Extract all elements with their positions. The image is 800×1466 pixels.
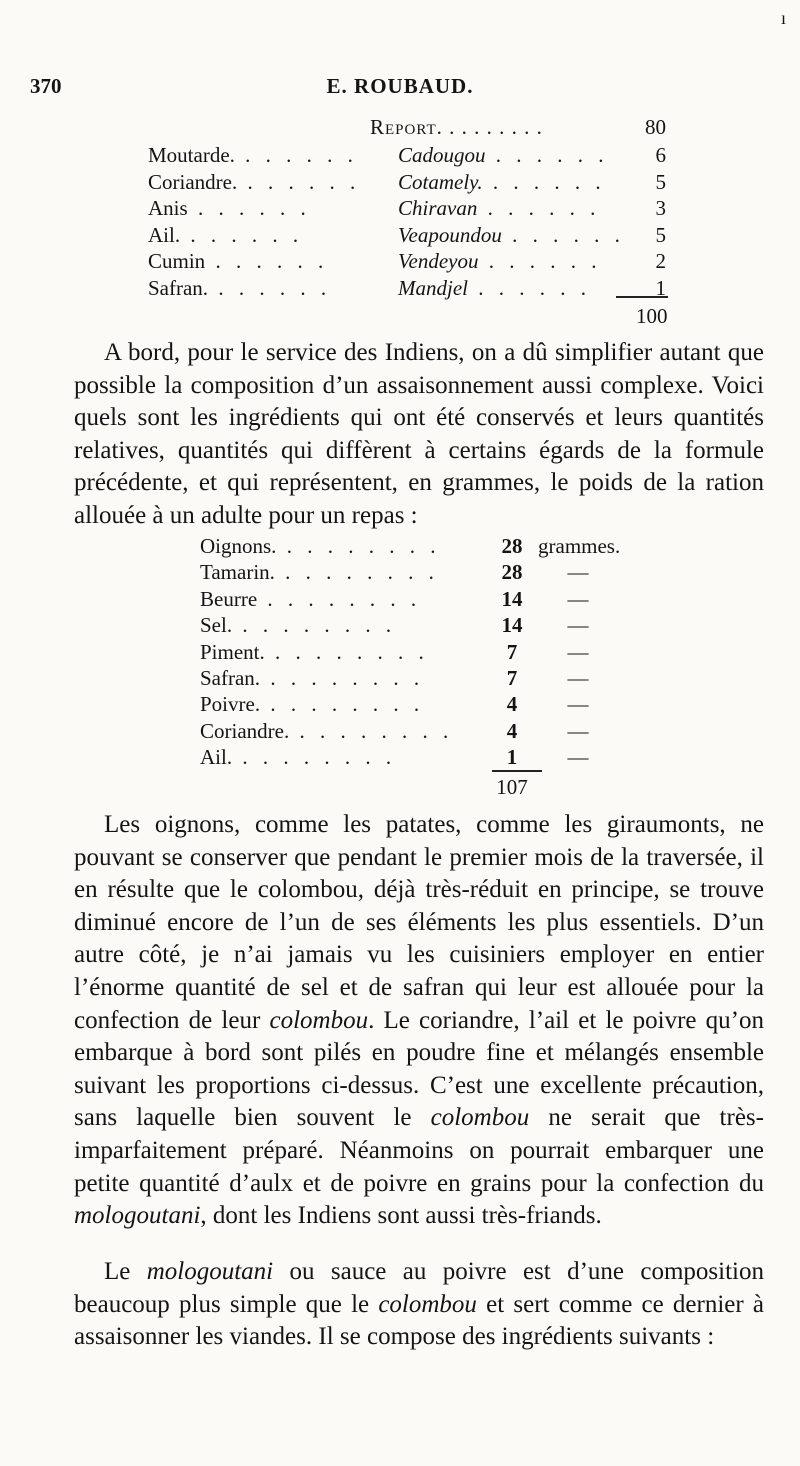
ingredient-fr: Anis — [148, 196, 188, 220]
leader-dots: . . . . . . . . — [289, 718, 454, 743]
ration-row — [0, 587, 800, 615]
ingredient-native: Cotamely. — [398, 169, 483, 194]
ingredient-native: Vendeyou — [398, 249, 479, 273]
ration-ingredient: Coriandre. — [200, 718, 290, 743]
ration-quantity: 14 — [501, 613, 523, 638]
sum-rule-2 — [492, 770, 542, 772]
ingredient-native: Mandjel — [398, 275, 468, 300]
paragraph-1: A bord, pour le service des Indiens, on a dû simplifier autant que possible la composition d’un assaisonnement aussi complexe. Voici quels sont les ingrédients qui ont été conservés et leurs quantités relatives, quantités qui diffèrent à certains égards de la formule précédente, et qui représentent, en grammes, le poids de la ration allouée à un adulte pour un repas : — [74, 339, 764, 529]
ingredient-fr: Ail. — [148, 222, 181, 247]
para3-italic-2: colombou — [378, 1290, 477, 1318]
ration-row — [0, 560, 800, 588]
report-row — [0, 115, 800, 143]
leader-dots: . . . . . . — [467, 275, 591, 300]
table1-row — [0, 223, 800, 251]
ingredient-quantity: 2 — [655, 249, 666, 273]
ditto-mark: — — [567, 718, 589, 743]
leader-dots: . . . . . . . . — [274, 560, 439, 585]
para3-italic-1: mologoutani — [146, 1258, 274, 1285]
ration-ingredient: Sel. — [200, 613, 233, 638]
running-head: E. ROUBAUD. — [326, 74, 474, 98]
ration-row — [0, 666, 800, 694]
ration-ingredient: Safran. — [200, 666, 261, 690]
leader-dots: . . . . . . . . — [260, 666, 425, 690]
ration-row — [0, 719, 800, 747]
total-value: 100 — [636, 304, 668, 328]
ration-row — [0, 745, 800, 773]
leader-dots: . . . . . . — [501, 222, 625, 247]
leader-dots: . . . . . . — [208, 275, 332, 300]
ingredient-native: Veapoundou — [398, 222, 502, 247]
leader-dots: . . . . . . . . — [257, 586, 422, 611]
leader-dots: . . . . . . — [478, 249, 602, 273]
ingredient-fr: Cumin — [148, 249, 206, 273]
total-row — [0, 304, 800, 332]
ingredient-quantity: 1 — [655, 275, 666, 300]
paragraph-2 — [74, 809, 764, 1233]
ration-quantity: 7 — [506, 666, 518, 690]
leader-dots: . . . . . . . . — [264, 639, 429, 664]
table1-row — [0, 196, 800, 224]
para2-italic-1: colombou — [269, 1006, 369, 1034]
ration-row — [0, 640, 800, 668]
para2-text-3: ne serait que très-imparfaitement préparé. Néanmoins on pourrait embarquer une petite quantité d’aulx et de poivre en grains pour la confection du — [74, 1104, 764, 1197]
para2-text-1: Les oignons, comme les patates, comme les giraumonts, ne pouvant se conserver que pendant le premier mois de la traversée, il en résulte que le colombou, déjà très-réduit en principe, se trouve diminué encore de l’un de ses éléments les plus essentiels. D’un autre côté, je n’ai jamais vu les cuisiniers employer en entier l’énorme quantité de sel et de safran qui leur est allouée pour la confection de leur — [74, 811, 764, 1034]
ration-quantity: 28 — [501, 560, 523, 585]
margin-mark: ı — [780, 8, 786, 28]
ration-ingredient: Beurre — [200, 586, 258, 611]
ration-row — [0, 613, 800, 641]
ditto-mark: — — [567, 586, 589, 611]
ingredient-quantity: 6 — [655, 143, 666, 167]
ingredient-fr: Coriandre. — [148, 169, 238, 194]
leader-dots: . . . . . . . . — [232, 745, 397, 770]
ingredient-native: Cadougou — [398, 143, 486, 167]
table1-row — [0, 249, 800, 277]
para2-text-4: , dont les Indiens sont aussi très-friands. — [200, 1202, 602, 1230]
report-value: 80 — [645, 115, 666, 139]
leader-dots: . . . . . . — [477, 196, 601, 220]
ditto-mark: — — [567, 560, 589, 585]
ingredient-quantity: 3 — [655, 196, 666, 220]
para2-italic-3: mologoutani — [74, 1202, 201, 1230]
ration-ingredient: Ail. — [200, 745, 233, 770]
leader-dots: . . . . . . — [205, 249, 329, 273]
ingredient-fr: Safran. — [148, 275, 209, 300]
ration-quantity: 14 — [501, 586, 523, 611]
ration-quantity: 4 — [506, 718, 518, 743]
ration-ingredient: Piment. — [200, 639, 265, 664]
ingredient-fr: Moutarde. — [148, 143, 235, 167]
ration-quantity: 1 — [506, 745, 518, 770]
ditto-mark: — — [567, 745, 589, 770]
ration-quantity: 7 — [506, 639, 518, 664]
leader-dots: . . . . . . — [237, 169, 361, 194]
report-label: Report. . . . . . . . . — [370, 115, 543, 139]
ingredient-quantity: 5 — [655, 222, 666, 247]
unit-label: grammes. — [538, 534, 621, 558]
sum-rule — [616, 296, 668, 298]
ration-total: 107 — [496, 775, 528, 799]
ditto-mark: — — [567, 613, 589, 638]
leader-dots: . . . . . . — [482, 169, 606, 194]
para2-italic-2: colombou — [430, 1104, 530, 1132]
ration-ingredient: Poivre. — [200, 692, 261, 717]
ditto-mark: — — [567, 639, 589, 664]
para3-text-3: et sert comme ce dernier à assaisonner les viandes. Il se compose des ingrédients suivants : — [74, 1290, 764, 1351]
ration-total-row — [0, 775, 800, 803]
ration-row — [0, 534, 800, 562]
leader-dots: . . . . . . — [180, 222, 304, 247]
ingredient-quantity: 5 — [655, 169, 666, 194]
leader-dots: . . . . . . — [187, 196, 311, 220]
leader-dots: . . . . . . — [485, 143, 609, 167]
leader-dots: . . . . . . . . — [260, 692, 425, 717]
page-number: 370 — [30, 74, 62, 98]
leader-dots: . . . . . . . . — [276, 534, 441, 558]
ration-ingredient: Tamarin. — [200, 560, 275, 585]
ration-quantity: 4 — [506, 692, 518, 717]
table1-row — [0, 170, 800, 198]
paragraph-3 — [74, 1256, 764, 1354]
para3-text-2: ou sauce au poivre est d’une composition beaucoup plus simple que le — [74, 1258, 764, 1318]
para3-text-1: Le — [104, 1258, 147, 1285]
ingredient-native: Chiravan — [398, 196, 478, 220]
table1-row — [0, 276, 800, 304]
ration-quantity: 28 — [501, 534, 523, 558]
ditto-mark: — — [567, 666, 589, 690]
leader-dots: . . . . . . — [234, 143, 358, 167]
leader-dots: . . . . . . . . — [232, 613, 397, 638]
table1-row — [0, 143, 800, 171]
page-header — [30, 74, 770, 104]
ditto-mark: — — [567, 692, 589, 717]
para2-text-2: . Le coriandre, l’ail et le poivre qu’on embarque à bord sont pilés en poudre fine et mélangés ensemble suivant les proportions ci-dessus. C’est une excellente précaution, sans laquelle bien souvent le — [74, 1006, 765, 1132]
ration-ingredient: Oignons. — [200, 534, 277, 558]
ration-row — [0, 692, 800, 720]
